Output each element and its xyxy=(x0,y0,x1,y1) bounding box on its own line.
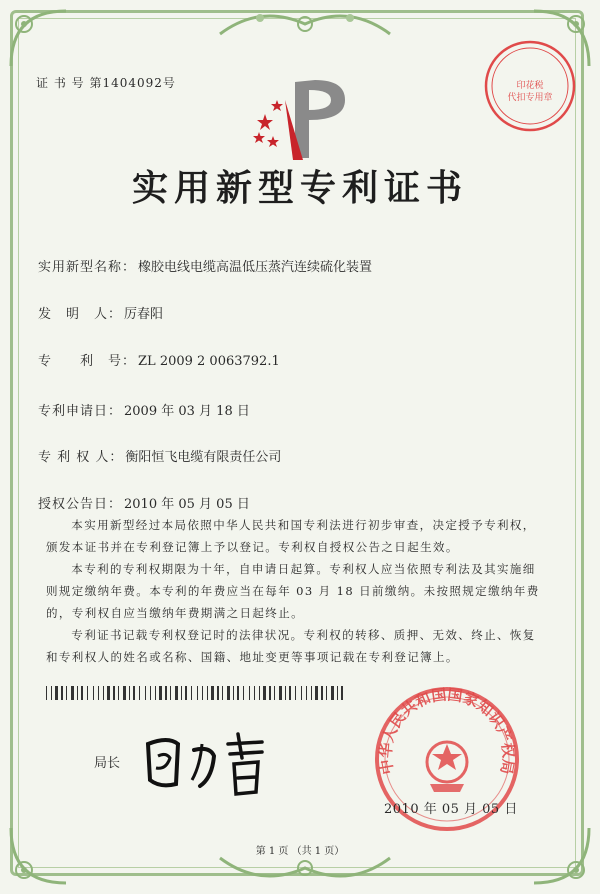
top-ornament xyxy=(210,4,400,44)
field-label: 授权公告日： xyxy=(38,497,123,512)
field-grant-date xyxy=(38,493,250,512)
field-label: 专 利 号： xyxy=(38,354,137,369)
field-utility-name xyxy=(38,256,372,275)
field-value: 2010 年 05 月 05 日 xyxy=(124,497,250,512)
seal-bottom-text: 中华人民共和国国家知识产权局 xyxy=(376,685,518,776)
page-number: 第 1 页 （共 1 页） xyxy=(255,846,345,857)
field-label: 专利申请日： xyxy=(38,404,123,419)
body-paragraph: 本专利的专利权期限为十年，自申请日起算。专利权人应当依照专利法及其实施细则规定缴纳年费。本专利的年费应当在每年 03 月 18 日前缴纳。未按照规定缴纳年费的，专利权自应当缴纳年费期满之日起终止。 xyxy=(46,562,540,620)
field-value: ZL 2009 2 0063792.1 xyxy=(138,354,280,369)
body-paragraph: 本实用新型经过本局依照中华人民共和国专利法进行初步审查，决定授予专利权，颁发本证书并在专利登记簿上予以登记。专利权自授权公告之日起生效。 xyxy=(46,518,536,554)
svg-text:印花税: 印花税 xyxy=(516,81,544,91)
barcode xyxy=(46,686,346,700)
certificate-title: 实用新型专利证书 xyxy=(131,167,468,209)
field-patent-number xyxy=(38,350,280,369)
field-label: 发 明 人： xyxy=(38,307,123,322)
field-label: 实用新型名称： xyxy=(38,260,137,275)
body-paragraph: 专利证书记载专利权登记时的法律状况。专利权的转移、质押、无效、终止、恢复和专利权人的姓名或名称、国籍、地址变更等事项记载在专利登记簿上。 xyxy=(46,628,536,664)
field-inventor xyxy=(38,303,163,322)
field-value: 橡胶电线电缆高温低压蒸汽连续硫化装置 xyxy=(138,260,373,275)
field-value: 厉春阳 xyxy=(124,307,164,322)
field-patentee xyxy=(38,446,281,465)
certificate-number: 证 书 号 第1404092号 xyxy=(36,76,176,90)
field-value: 衡阳恒飞电缆有限责任公司 xyxy=(125,450,282,465)
corner-ornament-top-left xyxy=(6,6,76,76)
patent-office-logo xyxy=(245,70,355,165)
field-application-date xyxy=(38,400,250,419)
field-label: 专 利 权 人： xyxy=(38,450,124,465)
certificate-body xyxy=(46,514,546,668)
agency-seal xyxy=(480,36,580,136)
director-label: 局长 xyxy=(94,756,121,771)
svg-text:代扣专用章: 代扣专用章 xyxy=(507,93,553,103)
field-value: 2009 年 03 月 18 日 xyxy=(124,404,250,419)
director-signature xyxy=(138,722,288,802)
seal-date: 2010 年 05 月 05 日 xyxy=(384,802,518,817)
